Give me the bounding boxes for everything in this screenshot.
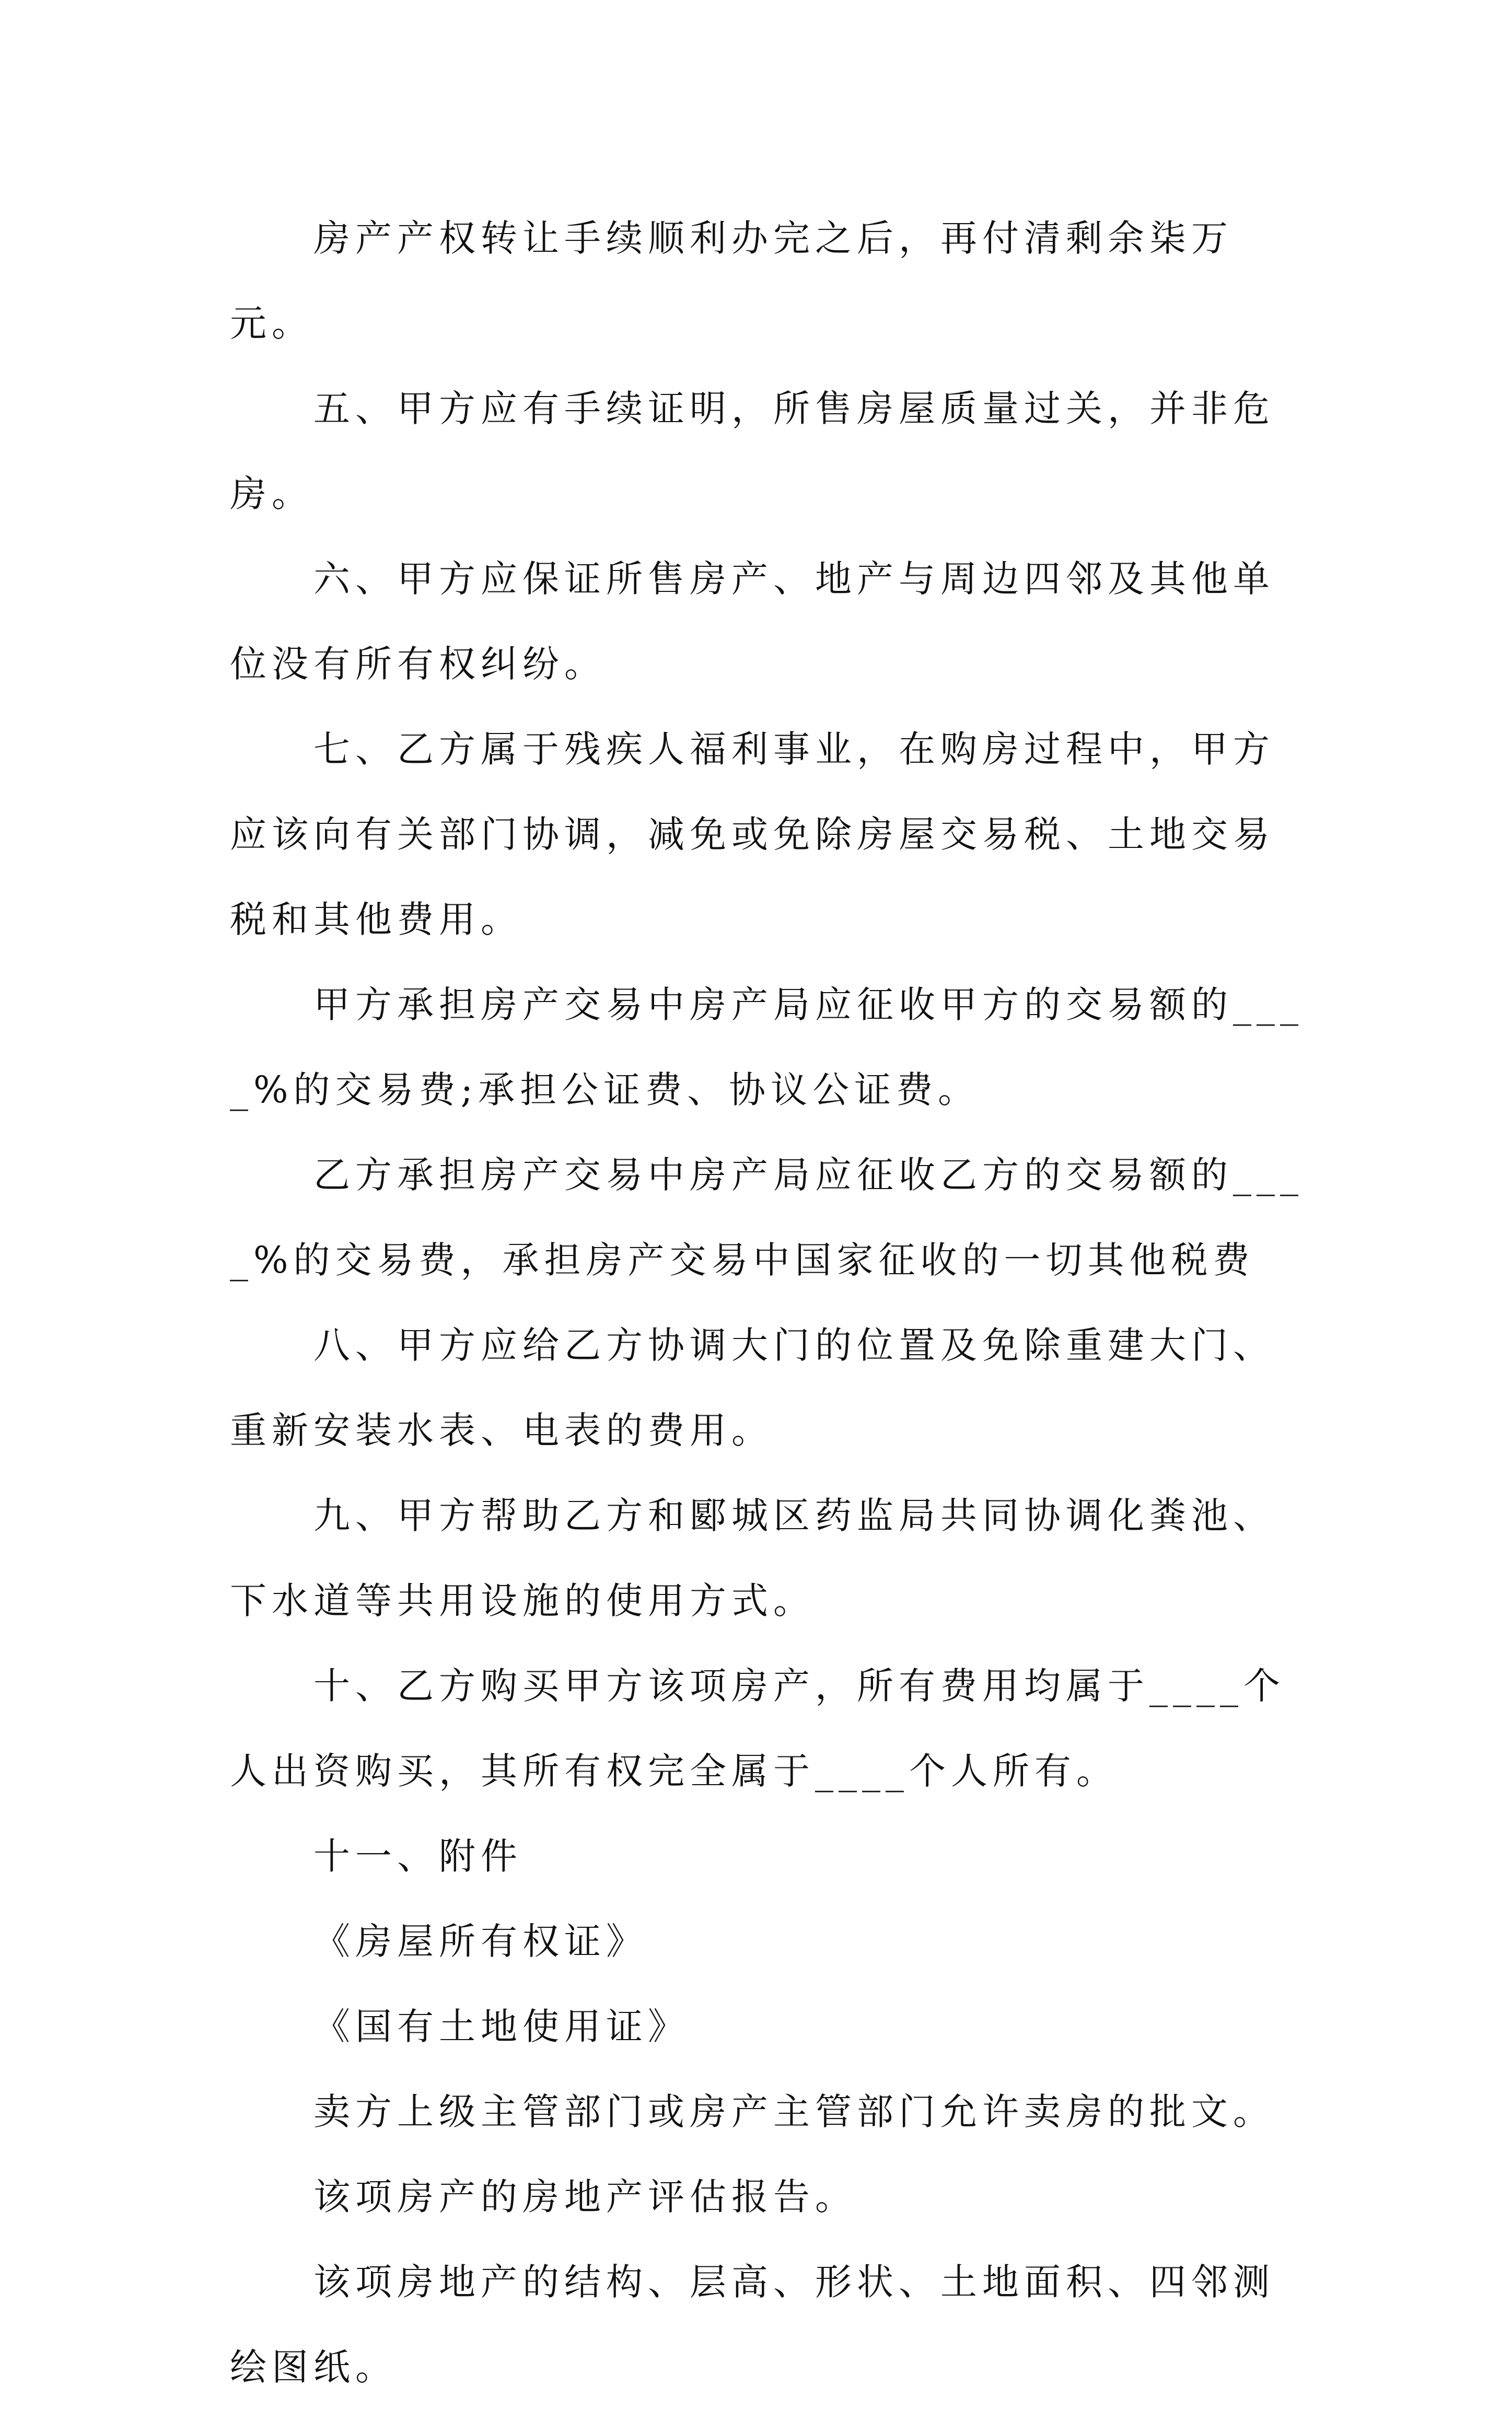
- attachment-survey-drawings: 该项房地产的结构、层高、形状、土地面积、四邻测绘图纸。: [230, 2261, 1275, 2389]
- paragraph-clause-6: 六、甲方应保证所售房产、地产与周边四邻及其他单位没有所有权纠纷。: [230, 557, 1275, 685]
- paragraph-clause-10: 十、乙方购买甲方该项房产，所有费用均属于____个人出资购买，其所有权完全属于____个人所有。: [230, 1664, 1285, 1792]
- attachment-appraisal-report: 该项房产的房地产评估报告。: [313, 2175, 857, 2218]
- paragraph-clause-7: 七、乙方属于残疾人福利事业，在购房过程中，甲方应该向有关部门协调，减免或免除房屋交易税、土地交易税和其他费用。: [230, 728, 1275, 941]
- paragraph-party-b-fees: 乙方承担房产交易中房产局应征收乙方的交易额的____%的交易费，承担房产交易中国家征收的一切其他税费: [230, 1154, 1304, 1282]
- attachment-ownership-certificate: 《房屋所有权证》: [313, 1920, 648, 1963]
- paragraph-clause-8: 八、甲方应给乙方协调大门的位置及免除重建大门、重新安装水表、电表的费用。: [230, 1324, 1275, 1452]
- paragraph-clause-9: 九、甲方帮助乙方和郾城区药监局共同协调化粪池、下水道等共用设施的使用方式。: [230, 1494, 1275, 1622]
- attachment-approval-document: 卖方上级主管部门或房产主管部门允许卖房的批文。: [313, 2090, 1275, 2133]
- attachment-land-use-certificate: 《国有土地使用证》: [313, 2005, 690, 2048]
- paragraph-clause-11: 十一、附件: [313, 1835, 522, 1878]
- document-body: [230, 196, 1306, 2410]
- paragraph-clause-5: 五、甲方应有手续证明，所售房屋质量过关，并非危房。: [230, 387, 1275, 515]
- paragraph-payment: 房产产权转让手续顺利办完之后，再付清剩余柒万元。: [230, 217, 1233, 345]
- paragraph-party-a-fees: 甲方承担房产交易中房产局应征收甲方的交易额的____%的交易费;承担公证费、协议公证费。: [230, 983, 1304, 1111]
